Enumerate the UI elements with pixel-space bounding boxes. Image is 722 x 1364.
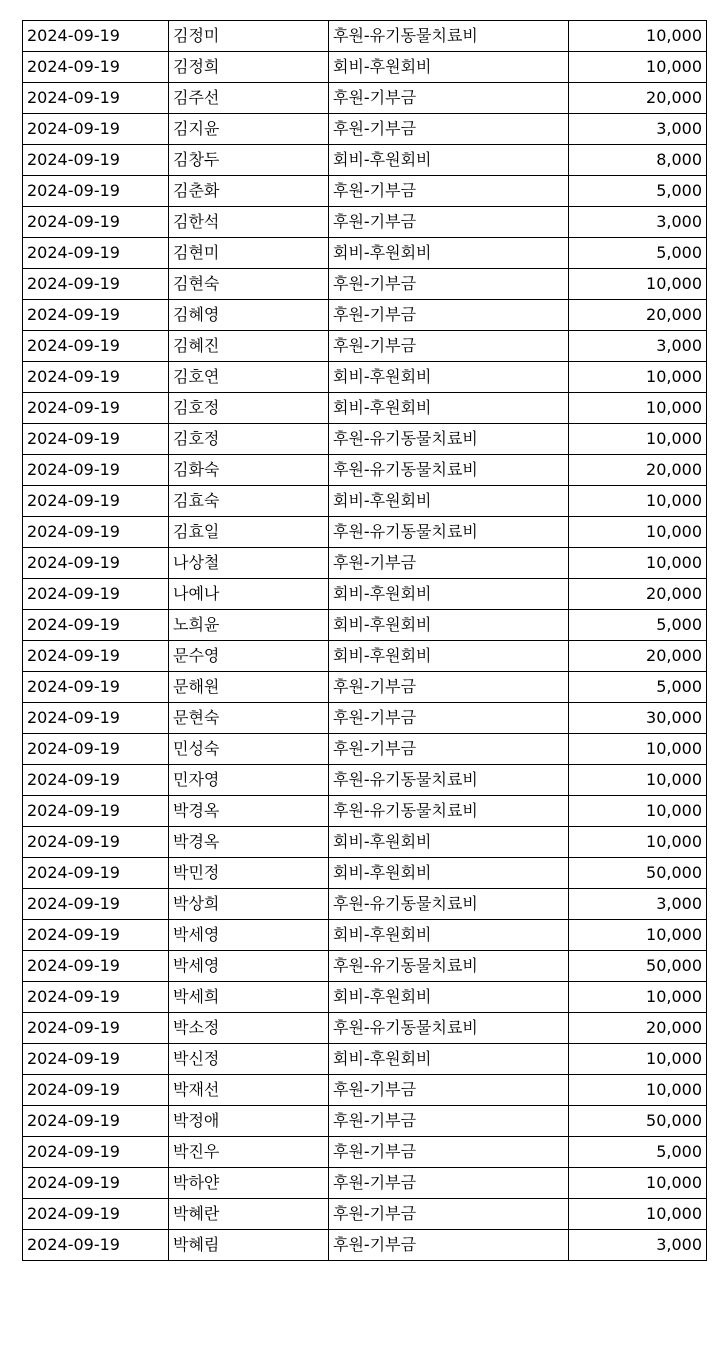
donor-name-cell: 문수영: [169, 641, 329, 672]
table-row: [23, 548, 707, 579]
table-row: [23, 796, 707, 827]
category-cell: 후원-기부금: [329, 1106, 569, 1137]
donor-name-cell: 김효숙: [169, 486, 329, 517]
date-cell: 2024-09-19: [23, 362, 169, 393]
date-cell: 2024-09-19: [23, 1075, 169, 1106]
table-row: [23, 858, 707, 889]
donor-name-cell: 문해원: [169, 672, 329, 703]
table-row: [23, 579, 707, 610]
date-cell: 2024-09-19: [23, 300, 169, 331]
date-cell: 2024-09-19: [23, 1230, 169, 1261]
category-cell: 회비-후원회비: [329, 641, 569, 672]
donor-name-cell: 김호정: [169, 424, 329, 455]
table-row: [23, 145, 707, 176]
date-cell: 2024-09-19: [23, 1106, 169, 1137]
donor-name-cell: 김춘화: [169, 176, 329, 207]
date-cell: 2024-09-19: [23, 672, 169, 703]
date-cell: 2024-09-19: [23, 920, 169, 951]
ledger-body: [23, 21, 707, 1261]
category-cell: 회비-후원회비: [329, 52, 569, 83]
amount-cell: 10,000: [569, 1199, 707, 1230]
date-cell: 2024-09-19: [23, 765, 169, 796]
category-cell: 회비-후원회비: [329, 827, 569, 858]
amount-cell: 3,000: [569, 114, 707, 145]
amount-cell: 50,000: [569, 951, 707, 982]
donor-name-cell: 박경옥: [169, 796, 329, 827]
table-row: [23, 486, 707, 517]
table-row: [23, 207, 707, 238]
table-row: [23, 300, 707, 331]
date-cell: 2024-09-19: [23, 548, 169, 579]
category-cell: 후원-유기동물치료비: [329, 455, 569, 486]
amount-cell: 10,000: [569, 52, 707, 83]
category-cell: 후원-기부금: [329, 207, 569, 238]
category-cell: 후원-기부금: [329, 703, 569, 734]
category-cell: 후원-기부금: [329, 114, 569, 145]
amount-cell: 10,000: [569, 1168, 707, 1199]
amount-cell: 10,000: [569, 827, 707, 858]
table-row: [23, 176, 707, 207]
table-row: [23, 238, 707, 269]
category-cell: 회비-후원회비: [329, 858, 569, 889]
donor-name-cell: 노희윤: [169, 610, 329, 641]
date-cell: 2024-09-19: [23, 1168, 169, 1199]
category-cell: 후원-기부금: [329, 672, 569, 703]
donor-name-cell: 민자영: [169, 765, 329, 796]
category-cell: 회비-후원회비: [329, 362, 569, 393]
donor-name-cell: 김정미: [169, 21, 329, 52]
amount-cell: 20,000: [569, 300, 707, 331]
table-row: [23, 455, 707, 486]
amount-cell: 10,000: [569, 269, 707, 300]
donor-name-cell: 나예나: [169, 579, 329, 610]
date-cell: 2024-09-19: [23, 579, 169, 610]
table-row: [23, 21, 707, 52]
table-row: [23, 920, 707, 951]
donor-name-cell: 박경옥: [169, 827, 329, 858]
table-row: [23, 331, 707, 362]
date-cell: 2024-09-19: [23, 176, 169, 207]
category-cell: 후원-기부금: [329, 83, 569, 114]
table-row: [23, 52, 707, 83]
donor-name-cell: 박정애: [169, 1106, 329, 1137]
donor-name-cell: 김혜진: [169, 331, 329, 362]
amount-cell: 10,000: [569, 920, 707, 951]
date-cell: 2024-09-19: [23, 455, 169, 486]
date-cell: 2024-09-19: [23, 517, 169, 548]
amount-cell: 10,000: [569, 517, 707, 548]
date-cell: 2024-09-19: [23, 21, 169, 52]
donor-name-cell: 박세영: [169, 951, 329, 982]
amount-cell: 5,000: [569, 176, 707, 207]
donor-name-cell: 김주선: [169, 83, 329, 114]
amount-cell: 10,000: [569, 21, 707, 52]
date-cell: 2024-09-19: [23, 889, 169, 920]
donor-name-cell: 나상철: [169, 548, 329, 579]
donor-name-cell: 박신정: [169, 1044, 329, 1075]
table-row: [23, 672, 707, 703]
category-cell: 회비-후원회비: [329, 393, 569, 424]
date-cell: 2024-09-19: [23, 1044, 169, 1075]
donor-name-cell: 박소정: [169, 1013, 329, 1044]
amount-cell: 10,000: [569, 424, 707, 455]
donor-name-cell: 박혜란: [169, 1199, 329, 1230]
date-cell: 2024-09-19: [23, 207, 169, 238]
category-cell: 후원-유기동물치료비: [329, 951, 569, 982]
amount-cell: 20,000: [569, 83, 707, 114]
date-cell: 2024-09-19: [23, 145, 169, 176]
category-cell: 후원-기부금: [329, 300, 569, 331]
table-row: [23, 951, 707, 982]
donor-name-cell: 김화숙: [169, 455, 329, 486]
amount-cell: 20,000: [569, 455, 707, 486]
table-row: [23, 393, 707, 424]
donor-name-cell: 박세희: [169, 982, 329, 1013]
category-cell: 회비-후원회비: [329, 486, 569, 517]
donor-name-cell: 김호연: [169, 362, 329, 393]
date-cell: 2024-09-19: [23, 331, 169, 362]
category-cell: 후원-유기동물치료비: [329, 1013, 569, 1044]
table-row: [23, 765, 707, 796]
table-row: [23, 1044, 707, 1075]
table-row: [23, 734, 707, 765]
donor-name-cell: 김호정: [169, 393, 329, 424]
date-cell: 2024-09-19: [23, 858, 169, 889]
donor-name-cell: 문현숙: [169, 703, 329, 734]
date-cell: 2024-09-19: [23, 641, 169, 672]
category-cell: 후원-유기동물치료비: [329, 21, 569, 52]
category-cell: 회비-후원회비: [329, 920, 569, 951]
category-cell: 후원-유기동물치료비: [329, 889, 569, 920]
category-cell: 회비-후원회비: [329, 238, 569, 269]
table-row: [23, 1199, 707, 1230]
amount-cell: 50,000: [569, 858, 707, 889]
category-cell: 후원-기부금: [329, 176, 569, 207]
category-cell: 회비-후원회비: [329, 610, 569, 641]
category-cell: 후원-기부금: [329, 548, 569, 579]
donor-name-cell: 김한석: [169, 207, 329, 238]
amount-cell: 20,000: [569, 1013, 707, 1044]
donor-name-cell: 박재선: [169, 1075, 329, 1106]
amount-cell: 3,000: [569, 1230, 707, 1261]
donor-name-cell: 김지윤: [169, 114, 329, 145]
date-cell: 2024-09-19: [23, 1137, 169, 1168]
category-cell: 후원-기부금: [329, 1075, 569, 1106]
table-row: [23, 889, 707, 920]
category-cell: 회비-후원회비: [329, 145, 569, 176]
table-row: [23, 1230, 707, 1261]
date-cell: 2024-09-19: [23, 734, 169, 765]
amount-cell: 10,000: [569, 486, 707, 517]
date-cell: 2024-09-19: [23, 1013, 169, 1044]
donor-name-cell: 박혜림: [169, 1230, 329, 1261]
donor-name-cell: 김혜영: [169, 300, 329, 331]
table-row: [23, 517, 707, 548]
table-row: [23, 1137, 707, 1168]
date-cell: 2024-09-19: [23, 269, 169, 300]
table-row: [23, 610, 707, 641]
donor-name-cell: 박하얀: [169, 1168, 329, 1199]
category-cell: 회비-후원회비: [329, 982, 569, 1013]
amount-cell: 20,000: [569, 641, 707, 672]
donor-name-cell: 박세영: [169, 920, 329, 951]
donor-name-cell: 김현숙: [169, 269, 329, 300]
amount-cell: 20,000: [569, 579, 707, 610]
amount-cell: 10,000: [569, 1044, 707, 1075]
amount-cell: 10,000: [569, 393, 707, 424]
amount-cell: 30,000: [569, 703, 707, 734]
amount-cell: 3,000: [569, 207, 707, 238]
category-cell: 후원-유기동물치료비: [329, 796, 569, 827]
date-cell: 2024-09-19: [23, 703, 169, 734]
date-cell: 2024-09-19: [23, 238, 169, 269]
category-cell: 후원-기부금: [329, 1168, 569, 1199]
donor-name-cell: 박민정: [169, 858, 329, 889]
date-cell: 2024-09-19: [23, 610, 169, 641]
table-row: [23, 269, 707, 300]
category-cell: 후원-기부금: [329, 734, 569, 765]
date-cell: 2024-09-19: [23, 1199, 169, 1230]
amount-cell: 5,000: [569, 610, 707, 641]
table-row: [23, 982, 707, 1013]
date-cell: 2024-09-19: [23, 827, 169, 858]
category-cell: 후원-기부금: [329, 269, 569, 300]
date-cell: 2024-09-19: [23, 796, 169, 827]
donor-name-cell: 김효일: [169, 517, 329, 548]
category-cell: 후원-기부금: [329, 1137, 569, 1168]
donor-name-cell: 김정희: [169, 52, 329, 83]
amount-cell: 5,000: [569, 238, 707, 269]
amount-cell: 3,000: [569, 331, 707, 362]
amount-cell: 50,000: [569, 1106, 707, 1137]
category-cell: 후원-기부금: [329, 1199, 569, 1230]
table-row: [23, 1013, 707, 1044]
donor-name-cell: 민성숙: [169, 734, 329, 765]
donor-name-cell: 박진우: [169, 1137, 329, 1168]
donation-ledger-table: [22, 20, 707, 1261]
amount-cell: 10,000: [569, 796, 707, 827]
date-cell: 2024-09-19: [23, 982, 169, 1013]
category-cell: 후원-유기동물치료비: [329, 765, 569, 796]
category-cell: 후원-유기동물치료비: [329, 517, 569, 548]
date-cell: 2024-09-19: [23, 83, 169, 114]
category-cell: 회비-후원회비: [329, 579, 569, 610]
date-cell: 2024-09-19: [23, 114, 169, 145]
amount-cell: 10,000: [569, 982, 707, 1013]
table-row: [23, 1168, 707, 1199]
category-cell: 후원-유기동물치료비: [329, 424, 569, 455]
date-cell: 2024-09-19: [23, 393, 169, 424]
table-row: [23, 424, 707, 455]
amount-cell: 10,000: [569, 734, 707, 765]
amount-cell: 10,000: [569, 362, 707, 393]
table-row: [23, 114, 707, 145]
table-row: [23, 1106, 707, 1137]
donor-name-cell: 박상희: [169, 889, 329, 920]
category-cell: 회비-후원회비: [329, 1044, 569, 1075]
amount-cell: 10,000: [569, 765, 707, 796]
date-cell: 2024-09-19: [23, 52, 169, 83]
amount-cell: 10,000: [569, 548, 707, 579]
amount-cell: 5,000: [569, 672, 707, 703]
category-cell: 후원-기부금: [329, 1230, 569, 1261]
date-cell: 2024-09-19: [23, 424, 169, 455]
table-row: [23, 703, 707, 734]
donor-name-cell: 김창두: [169, 145, 329, 176]
amount-cell: 5,000: [569, 1137, 707, 1168]
category-cell: 후원-기부금: [329, 331, 569, 362]
table-row: [23, 827, 707, 858]
table-row: [23, 1075, 707, 1106]
table-row: [23, 641, 707, 672]
table-row: [23, 362, 707, 393]
donor-name-cell: 김현미: [169, 238, 329, 269]
date-cell: 2024-09-19: [23, 486, 169, 517]
amount-cell: 10,000: [569, 1075, 707, 1106]
date-cell: 2024-09-19: [23, 951, 169, 982]
amount-cell: 8,000: [569, 145, 707, 176]
table-row: [23, 83, 707, 114]
amount-cell: 3,000: [569, 889, 707, 920]
